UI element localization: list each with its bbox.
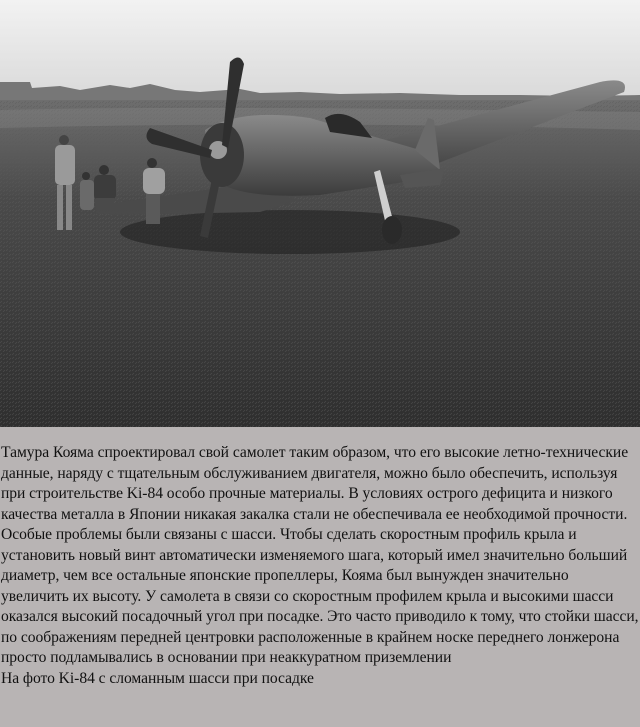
photo-caption: На фото Ki-84 с сломанным шасси при посадке — [1, 669, 314, 687]
article-paragraph: Тамура Кояма спроектировал свой самолет таким образом, что его высокие летно-технические данные, наряду с тщательным обслуживанием двигателя, можно было обеспечить, используя при строительстве Ki-84 особо прочные материалы. В условиях острого дефицита и низкого качества металла в Японии никакая закалка стали не обеспечивала ее необходимой прочности. Особые проблемы были связаны с шасси. Чтобы сделать скоростным профиль крыла и установить новый винт автоматически изменяемого шага, который имел значительно больший диаметр, чем все остальные японские пропеллеры, Кояма был вынужден значительно увеличить их высоту. У самолета в связи со скоростным профилем крыла и высокими шасси оказался высокий посадочный угол при посадке. Это часто приводило к тому, что стойки шасси, по соображениям передней центровки расположенные в крайнем носке переднего лонжерона просто подламывались в основании при неаккуратном приземлении — [1, 444, 639, 666]
article-text-block — [0, 427, 640, 727]
